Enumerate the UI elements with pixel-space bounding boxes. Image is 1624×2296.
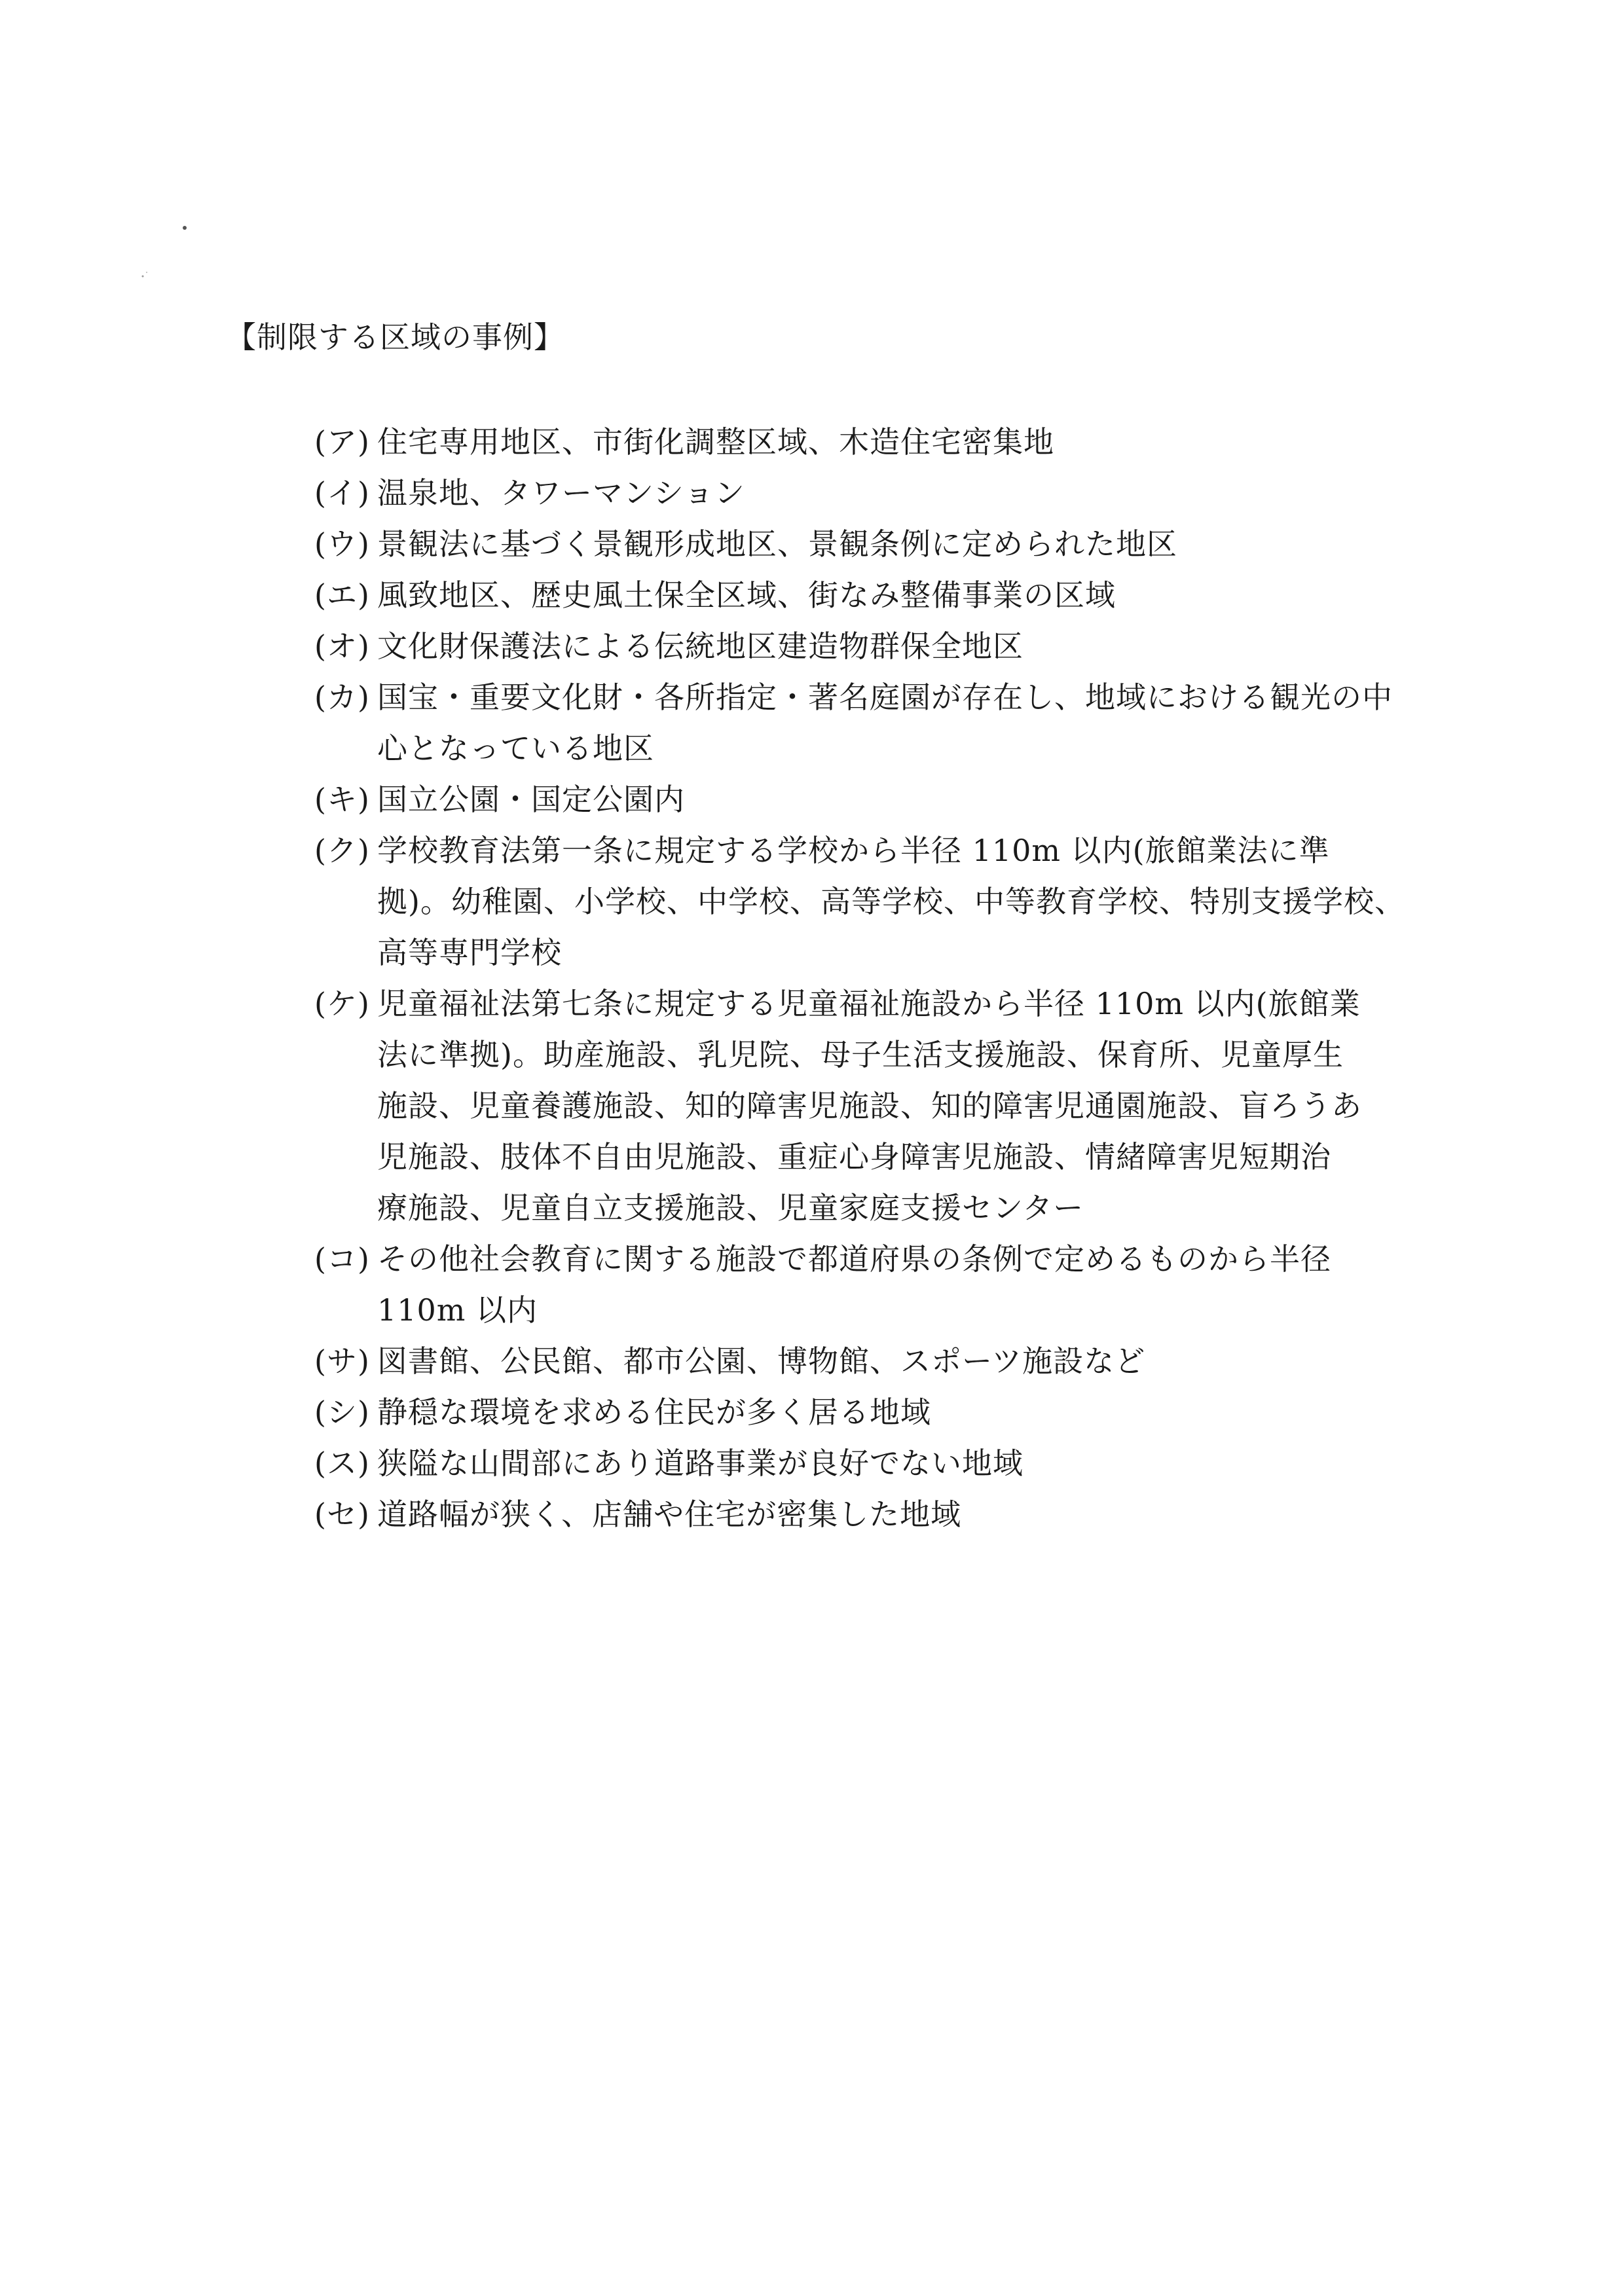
item-text-line: 狭隘な山間部にあり道路事業が良好でない地域 xyxy=(377,1446,1024,1481)
item-marker: (ス) xyxy=(314,1446,370,1481)
item-marker: (セ) xyxy=(314,1497,370,1532)
item-marker: (ケ) xyxy=(314,986,370,1021)
item-marker: (ク) xyxy=(314,833,370,868)
item-text-line: 学校教育法第一条に規定する学校から半径 110m 以内(旅館業法に準 xyxy=(377,833,1330,868)
item-text-line: 110m 以内 xyxy=(377,1292,538,1328)
restricted-area-list xyxy=(314,416,1467,1540)
list-item xyxy=(314,1233,1467,1336)
item-marker: (エ) xyxy=(314,577,370,613)
item-text-line: 心となっている地区 xyxy=(377,731,654,766)
item-text-line: 施設、児童養護施設、知的障害児施設、知的障害児通園施設、盲ろうあ xyxy=(377,1088,1362,1123)
item-text-line: 景観法に基づく景観形成地区、景観条例に定められた地区 xyxy=(377,526,1177,562)
item-text-line: 法に準拠)。助産施設、乳児院、母子生活支援施設、保育所、児童厚生 xyxy=(377,1037,1344,1072)
item-text-line: 児施設、肢体不自由児施設、重症心身障害児施設、情緒障害児短期治 xyxy=(377,1139,1331,1175)
list-item xyxy=(314,570,1467,621)
item-marker: (ウ) xyxy=(314,526,370,562)
item-text-line: 高等専門学校 xyxy=(377,935,562,970)
scan-noise xyxy=(131,210,196,288)
item-marker: (コ) xyxy=(314,1241,370,1277)
section-heading: 【制限する区域の事例】 xyxy=(226,319,564,355)
item-marker: (カ) xyxy=(314,680,370,715)
item-text-line: 国宝・重要文化財・各所指定・著名庭園が存在し、地域における観光の中 xyxy=(377,680,1393,715)
item-text-line: 療施設、児童自立支援施設、児童家庭支援センター xyxy=(377,1190,1084,1226)
item-text-line: 文化財保護法による伝統地区建造物群保全地区 xyxy=(377,629,1024,664)
list-item xyxy=(314,825,1467,978)
item-text-line: その他社会教育に関する施設で都道府県の条例で定めるものから半径 xyxy=(377,1241,1331,1277)
list-item xyxy=(314,416,1467,467)
item-marker: (キ) xyxy=(314,782,370,817)
item-text-line: 住宅専用地区、市街化調整区域、木造住宅密集地 xyxy=(377,424,1054,460)
item-text-line: 温泉地、タワーマンション xyxy=(377,475,745,511)
item-marker: (イ) xyxy=(314,475,370,511)
list-item xyxy=(314,1336,1467,1387)
list-item xyxy=(314,519,1467,570)
list-item xyxy=(314,672,1467,774)
item-text-line: 児童福祉法第七条に規定する児童福祉施設から半径 110m 以内(旅館業 xyxy=(377,986,1361,1021)
item-text-line: 拠)。幼稚園、小学校、中学校、高等学校、中等教育学校、特別支援学校、 xyxy=(377,884,1405,919)
item-text-line: 図書館、公民館、都市公園、博物館、スポーツ施設など xyxy=(377,1343,1146,1379)
item-text-line: 風致地区、歴史風土保全区域、街なみ整備事業の区域 xyxy=(377,577,1116,613)
item-marker: (ア) xyxy=(314,424,370,460)
list-item xyxy=(314,467,1467,519)
item-marker: (シ) xyxy=(314,1394,370,1430)
list-item xyxy=(314,1387,1467,1438)
item-text-line: 道路幅が狭く、店舗や住宅が密集した地域 xyxy=(377,1497,962,1532)
list-item xyxy=(314,621,1467,672)
item-marker: (オ) xyxy=(314,629,370,664)
list-item xyxy=(314,978,1467,1233)
list-item xyxy=(314,1489,1467,1540)
item-text-line: 静穏な環境を求める住民が多く居る地域 xyxy=(377,1394,931,1430)
item-text-line: 国立公園・国定公園内 xyxy=(377,782,685,817)
list-item xyxy=(314,1438,1467,1489)
item-marker: (サ) xyxy=(314,1343,370,1379)
list-item xyxy=(314,774,1467,825)
